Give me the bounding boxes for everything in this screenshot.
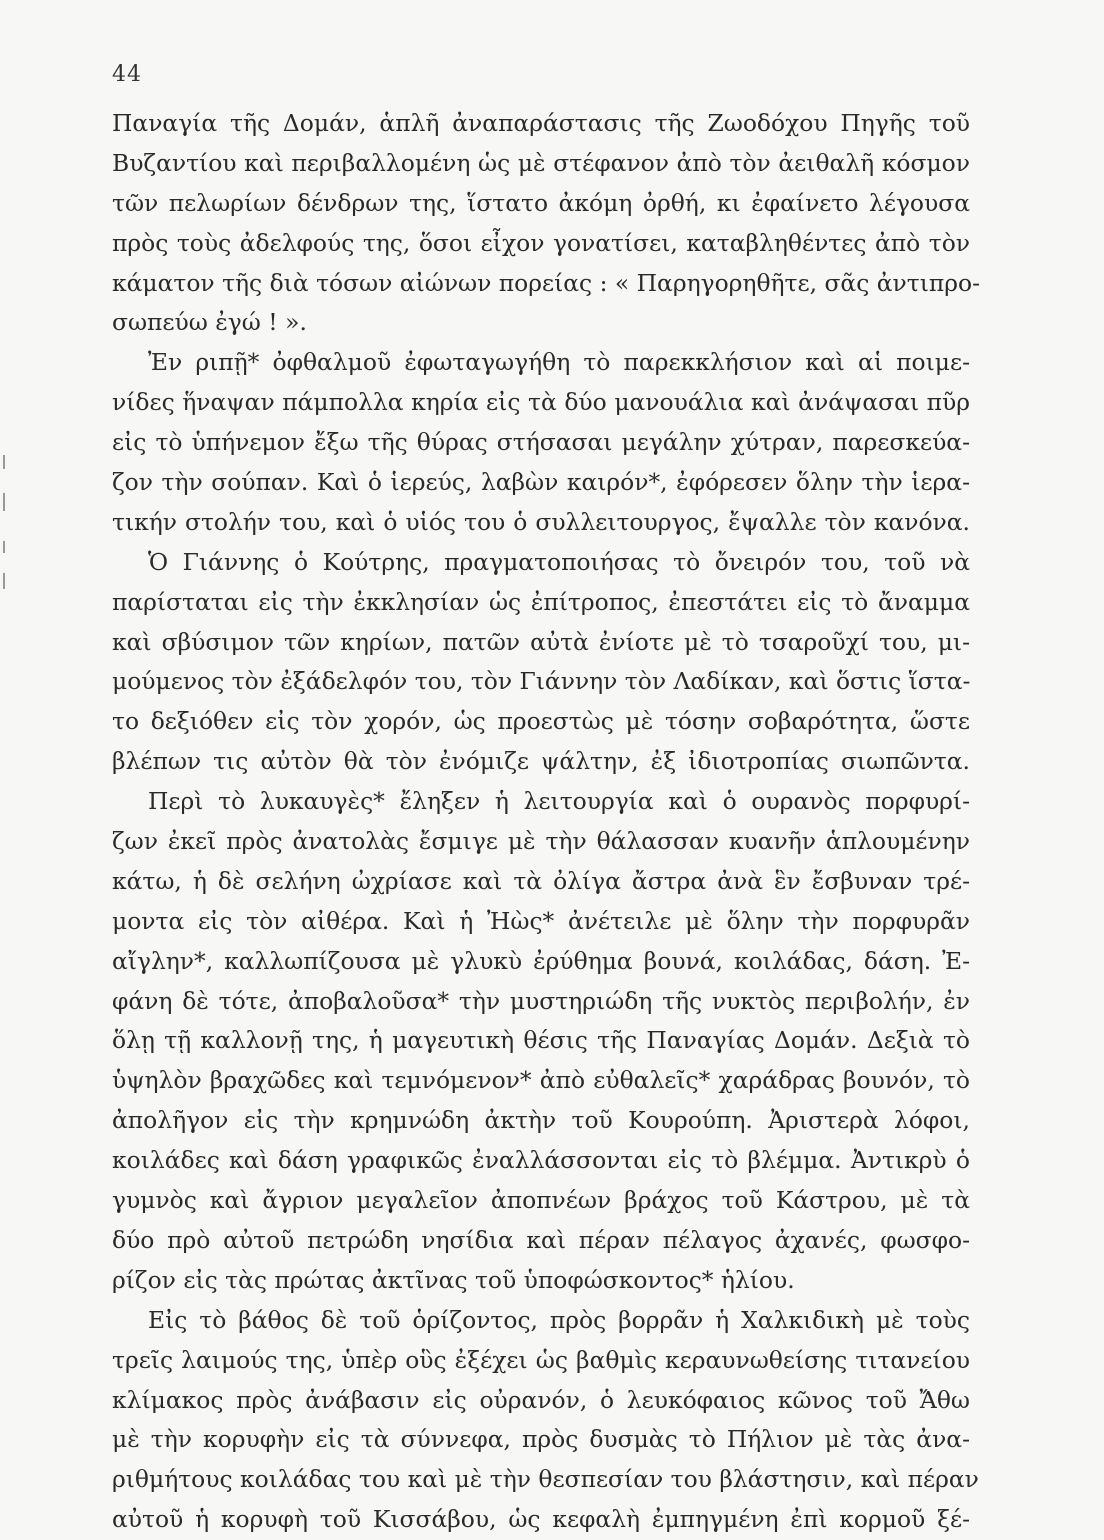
text-line: Ὁ Γιάννης ὁ Κούτρης, πραγματοποιήσας τὸ ὄνειρόν του, τοῦ νὰ [148, 547, 970, 576]
text-line: ριθμήτους κοιλάδας του καὶ μὲ τὴν θεσπεσίαν του βλάστησιν, καὶ πέραν [112, 1465, 979, 1494]
text-line: κοιλάδες καὶ δάση γραφικῶς ἐναλλάσσονται εἰς τὸ βλέμμα. Ἀντικρὺ ὁ [112, 1146, 970, 1175]
text-line: Βυζαντίου καὶ περιβαλλομένη ὡς μὲ στέφανον ἀπὸ τὸν ἀειθαλῆ κόσμον [112, 148, 970, 177]
text-line: Εἰς τὸ βάθος δὲ τοῦ ὁρίζοντος, πρὸς βορρᾶν ἡ Χαλκιδικὴ μὲ τοὺς [148, 1305, 970, 1334]
text-line: κάματον τῆς διὰ τόσων αἰώνων πορείας : « Παρηγορηθῆτε, σᾶς ἀντιπρο- [112, 268, 981, 297]
text-line: αἴγλην*, καλλωπίζουσα μὲ γλυκὺ ἐρύθημα βουνά, κοιλάδας, δάση. Ἐ- [112, 946, 970, 975]
text-line: τικήν στολήν του, καὶ ὁ υἱός του ὁ συλλειτουργος, ἔψαλλε τὸν κανόνα. [112, 507, 970, 536]
text-line: εἰς τὸ ὑπήνεμον ἔξω τῆς θύρας στήσασαι μεγάλην χύτραν, παρεσκεύα- [112, 428, 970, 457]
text-line: σωπεύω ἐγώ ! ». [112, 308, 307, 337]
text-line: κάτω, ἡ δὲ σελήνη ὠχρίασε καὶ τὰ ὀλίγα ἄστρα ἀνὰ ἓν ἔσβυναν τρέ- [112, 866, 970, 895]
text-line: μούμενος τὸν ἐξάδελφόν του, τὸν Γιάννην τὸν Λαδίκαν, καὶ ὅστις ἵστα- [112, 667, 971, 696]
margin-marks [0, 445, 10, 615]
text-line: πρὸς τοὺς ἀδελφούς της, ὅσοι εἶχον γονατίσει, καταβληθέντες ἀπὸ τὸν [112, 228, 970, 257]
text-line: το δεξιόθεν εἰς τὸν χορόν, ὡς προεστὼς μὲ τόσην σοβαρότητα, ὥστε [112, 707, 970, 736]
text-line: ἀπολῆγον εἰς τὴν κρημνώδη ἀκτὴν τοῦ Κουρούπη. Ἀριστερὰ λόφοι, [112, 1106, 970, 1135]
text-line: Ἐν ριπῇ* ὀφθαλμοῦ ἐφωταγωγήθη τὸ παρεκκλήσιον καὶ αἱ ποιμε- [148, 348, 970, 377]
text-line: νίδες ἥναψαν πάμπολλα κηρία εἰς τὰ δύο μανουάλια καὶ ἀνάψασαι πῦρ [112, 388, 970, 417]
text-line: μοντα εἰς τὸν αἰθέρα. Καὶ ἡ Ἠὼς* ἀνέτειλε μὲ ὅλην τὴν πορφυρᾶν [112, 906, 970, 935]
text-line: κλίμακος πρὸς ἀνάβασιν εἰς οὐρανόν, ὁ λευκόφαιος κῶνος τοῦ Ἄθω [112, 1385, 970, 1414]
text-line: ζον τὴν σούπαν. Καὶ ὁ ἱερεύς, λαβὼν καιρόν*, ἐφόρεσεν ὅλην τὴν ἱερα- [112, 468, 970, 497]
text-line: ὅλῃ τῇ καλλονῇ της, ἡ μαγευτικὴ θέσις τῆς Παναγίας Δομάν. Δεξιὰ τὸ [112, 1026, 970, 1055]
text-line: δύο πρὸ αὐτοῦ πετρώδη νησίδια καὶ πέραν πέλαγος ἀχανές, φωσφο- [112, 1225, 970, 1254]
page-number: 44 [112, 62, 142, 87]
text-line: Παναγία τῆς Δομάν, ἁπλῆ ἀναπαράστασις τῆς Ζωοδόχου Πηγῆς τοῦ [112, 109, 970, 137]
text-line: καὶ σβύσιμον τῶν κηρίων, πατῶν αὐτὰ ἐνίοτε μὲ τὸ τσαροῦχί του, μι- [112, 627, 970, 656]
text-line: φάνη δὲ τότε, ἀποβαλοῦσα* τὴν μυστηριώδη τῆς νυκτὸς περιβολήν, ἐν [112, 986, 970, 1015]
text-line: αὐτοῦ ἡ κορυφὴ τοῦ Κισσάβου, ὡς κεφαλὴ ἐμπηγμένη ἐπὶ κορμοῦ ξέ- [112, 1505, 970, 1534]
text-line: μὲ τὴν κορυφὴν εἰς τὰ σύννεφα, πρὸς δυσμὰς τὸ Πήλιον μὲ τὰς ἀνα- [112, 1425, 970, 1454]
text-line: βλέπων τις αὐτὸν θὰ τὸν ἐνόμιζε ψάλτην, ἐξ ἰδιοτροπίας σιωπῶντα. [112, 747, 970, 776]
body-text [112, 104, 981, 1540]
text-line: Περὶ τὸ λυκαυγὲς* ἔληξεν ἡ λειτουργία καὶ ὁ ουρανὸς πορφυρί- [148, 787, 970, 816]
text-line: ὑψηλὸν βραχῶδες καὶ τεμνόμενον* ἀπὸ εὐθαλεῖς* χαράδρας βουνόν, τὸ [112, 1066, 970, 1095]
text-line: παρίσταται εἰς τὴν ἐκκλησίαν ὡς ἐπίτροπος, ἐπεστάτει εἰς τὸ ἄναμμα [112, 587, 970, 616]
text-line: γυμνὸς καὶ ἄγριον μεγαλεῖον ἀποπνέων βράχος τοῦ Κάστρου, μὲ τὰ [112, 1186, 970, 1215]
text-line: ρίζον εἰς τὰς πρώτας ἀκτῖνας τοῦ ὑποφώσκοντος* ἡλίου. [112, 1265, 795, 1294]
text-line: ζων ἐκεῖ πρὸς ἀνατολὰς ἔσμιγε μὲ τὴν θάλασσαν κυανῆν ἁπλουμένην [112, 827, 970, 856]
text-line: τρεῖς λαιμούς της, ὑπὲρ οὓς ἐξέχει ὡς βαθμὶς κεραυνωθείσης τιτανείου [112, 1345, 970, 1374]
text-line: τῶν πελωρίων δένδρων της, ἵστατο ἀκόμη ὀρθή, κι ἐφαίνετο λέγουσα [112, 188, 970, 217]
